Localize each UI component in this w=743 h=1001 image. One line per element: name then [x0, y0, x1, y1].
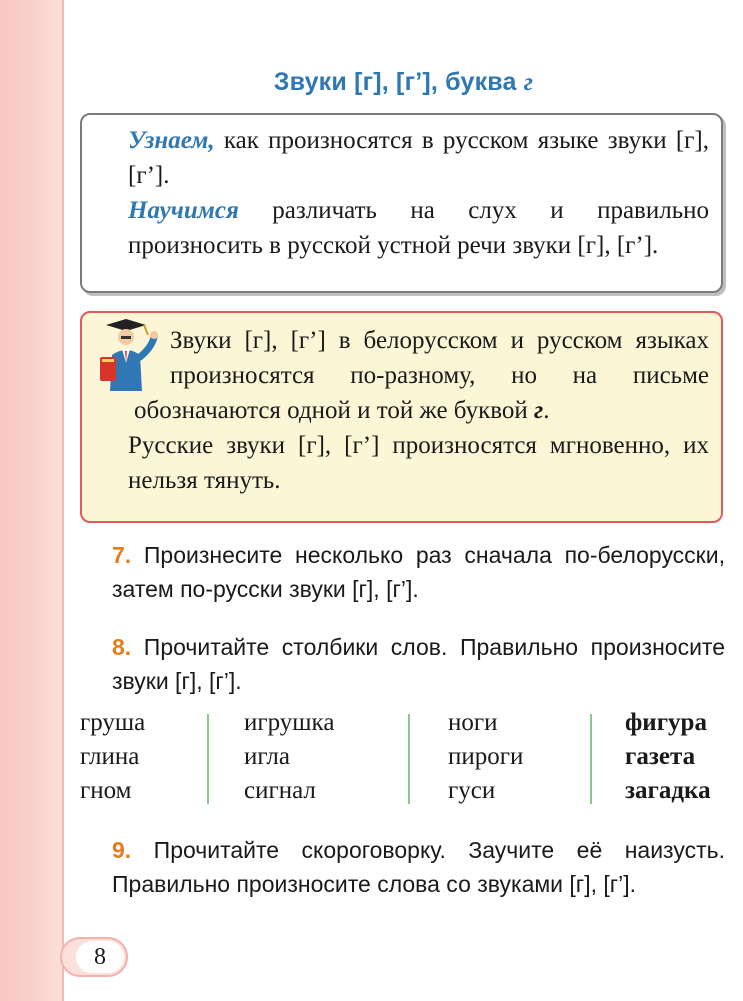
task-8-text: Прочитайте столбики слов. Правильно произносите звуки [г], [г’]. [112, 634, 725, 694]
word-item: глина [80, 743, 140, 770]
word-item: фигура [625, 709, 707, 736]
learning-goal-2-text: различать на слух и правильно произносить в русской устной речи звуки [г], [г’]. [128, 197, 709, 259]
page-margin-strip [0, 0, 64, 1001]
task-8-paragraph [80, 630, 725, 698]
page-title-text: Звуки [г], [г’], буква [273, 68, 524, 96]
task-7-paragraph [80, 538, 725, 606]
learning-goal-1 [96, 123, 709, 193]
word-item: груша [80, 709, 146, 736]
page-title [64, 68, 743, 97]
word-column-1 [80, 706, 145, 808]
page-title-letter: г [523, 69, 534, 96]
teacher-with-graduation-cap-icon [92, 319, 162, 391]
word-item: сигнал [244, 777, 316, 804]
page-number: 8 [76, 941, 124, 973]
task-9-paragraph [80, 833, 725, 901]
task-8-number: 8. [112, 634, 132, 660]
task-7 [80, 538, 725, 606]
learning-goals-box [80, 113, 723, 293]
rule-paragraph-1-text: Звуки [г], [г’] в белорусском и русском языках произносятся по-разному, но на письме обозначаются одной и той же буквой [134, 327, 709, 424]
rule-letter-g: г [534, 397, 544, 424]
word-item: игрушка [244, 709, 335, 736]
word-column-4 [625, 706, 711, 808]
page-number-badge [60, 937, 128, 977]
task-8 [80, 630, 725, 698]
rule-paragraph-2: Русские звуки [г], [г’] произносятся мгновенно, их нельзя тянуть. [128, 432, 709, 494]
word-item: гном [80, 777, 132, 804]
learning-goal-1-keyword: Узнаем, [128, 127, 215, 154]
rule-paragraph-1 [96, 323, 709, 428]
rule-paragraph-1-end: . [543, 397, 550, 424]
word-item: пироги [448, 743, 524, 770]
word-columns [80, 706, 730, 806]
task-9-text: Прочитайте скороговорку. Заучите её наизусть. Правильно произносите слова со звуками [г], [г’]. [112, 837, 725, 897]
word-column-2 [244, 706, 334, 808]
task-9 [80, 833, 725, 901]
column-divider [590, 714, 592, 804]
word-column-3 [448, 706, 523, 808]
word-item: газета [625, 743, 696, 770]
word-item: гуси [448, 777, 496, 804]
column-divider [207, 714, 209, 804]
learning-goal-2-keyword: Научимся [128, 197, 239, 224]
task-7-text: Произнесите несколько раз сначала по-белорусски, затем по-русски звуки [г], [г’]. [112, 542, 725, 602]
task-7-number: 7. [112, 542, 132, 568]
word-item: игла [244, 743, 290, 770]
word-item: загадка [625, 777, 711, 804]
column-divider [408, 714, 410, 804]
word-item: ноги [448, 709, 498, 736]
rule-note-box [80, 311, 723, 523]
learning-goal-2 [96, 193, 709, 263]
task-9-number: 9. [112, 837, 132, 863]
learning-goal-1-text: как произносятся в русском языке звуки [г], [г’]. [128, 127, 709, 189]
